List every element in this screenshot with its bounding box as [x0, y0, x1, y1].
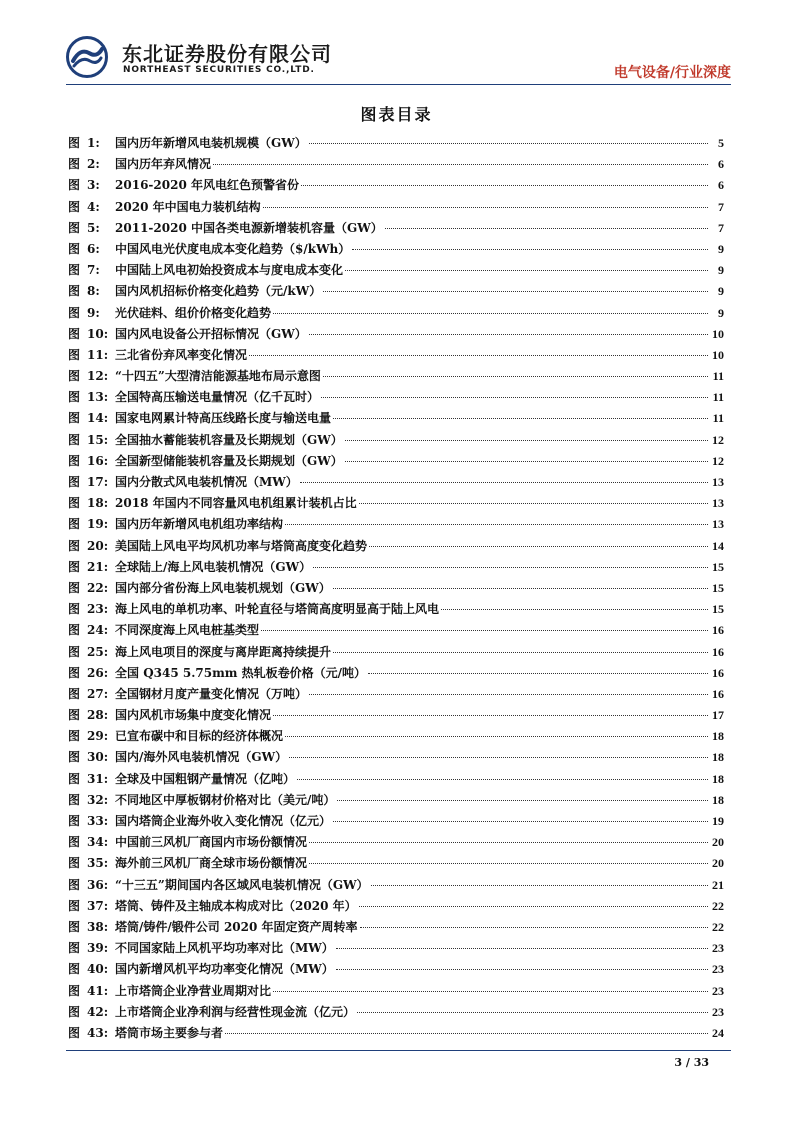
figure-page-number: 13	[712, 475, 724, 489]
figure-page-number: 10	[712, 326, 724, 341]
figure-number: 16:	[87, 453, 109, 468]
figure-title: 2020 年中国电力装机结构	[115, 199, 261, 214]
figure-number: 30:	[87, 750, 109, 765]
figure-page-number: 18	[712, 729, 724, 744]
dot-leader	[385, 228, 708, 229]
figure-label: 图	[68, 856, 81, 871]
figure-page-number: 9	[718, 263, 724, 278]
figure-label: 图	[68, 919, 81, 934]
figure-label: 图	[68, 284, 81, 299]
dot-leader	[336, 969, 708, 970]
figure-number: 5:	[87, 220, 100, 235]
figure-label: 图	[68, 835, 81, 850]
figure-number: 23:	[87, 602, 109, 617]
figure-page-number: 6	[718, 178, 724, 193]
figure-label: 图	[68, 453, 81, 468]
figure-label: 图	[68, 475, 81, 489]
dot-leader	[333, 418, 708, 419]
figure-page-number: 10	[712, 347, 724, 362]
figure-number: 31:	[87, 771, 109, 786]
figure-label: 图	[68, 559, 81, 574]
figure-label: 图	[68, 241, 81, 256]
figure-label: 图	[68, 686, 81, 701]
company-name-en: NORTHEAST SECURITIES CO.,LTD.	[123, 65, 315, 75]
figure-label: 图	[68, 432, 81, 447]
figure-label: 图	[68, 538, 81, 553]
figure-title: 不同地区中厚板钢材价格对比（美元/吨）	[115, 792, 336, 807]
figure-page-number: 16	[712, 665, 724, 680]
figure-title: 上市塔筒企业净利润与经营性现金流（亿元）	[115, 1004, 356, 1019]
figure-label: 图	[68, 898, 81, 913]
figure-title: 全国钢材月度产量变化情况（万吨）	[115, 686, 308, 701]
figure-label: 图	[68, 369, 81, 384]
dot-leader	[301, 185, 708, 186]
figure-label: 图	[68, 347, 81, 362]
figure-number: 42:	[87, 1004, 109, 1019]
figure-number: 26:	[87, 665, 109, 680]
figure-toc-list	[68, 134, 724, 1045]
figure-page-number: 17	[712, 708, 724, 723]
figure-page-number: 12	[712, 453, 724, 468]
toc-entry[interactable]	[68, 897, 724, 918]
dot-leader	[371, 885, 708, 886]
figure-title: 海外前三风机厂商全球市场份额情况	[115, 856, 308, 871]
toc-entry[interactable]	[68, 960, 724, 981]
dot-leader	[273, 991, 708, 992]
toc-entry[interactable]	[68, 854, 724, 875]
dot-leader	[357, 1012, 708, 1013]
figure-title: 国内历年新增风电装机规模（GW）	[115, 136, 307, 150]
figure-title: 国内分散式风电装机情况（MW）	[115, 475, 298, 489]
toc-entry[interactable]	[68, 939, 724, 960]
figure-title: “十三五”期间国内各区域风电装机情况（GW）	[115, 877, 369, 892]
dot-leader	[273, 313, 708, 314]
figure-page-number: 16	[712, 644, 724, 659]
figure-label: 图	[68, 962, 81, 977]
figure-page-number: 22	[712, 898, 724, 913]
figure-page-number: 19	[712, 814, 724, 828]
toc-entry[interactable]	[68, 515, 724, 536]
figure-number: 18:	[87, 496, 109, 511]
dot-leader	[285, 736, 708, 737]
figure-number: 33:	[87, 814, 109, 828]
figure-page-number: 20	[712, 835, 724, 850]
toc-entry[interactable]	[68, 558, 724, 579]
figure-number: 17:	[87, 475, 109, 489]
toc-entry[interactable]	[68, 494, 724, 515]
figure-page-number: 23	[712, 983, 724, 998]
dot-leader	[352, 249, 708, 250]
figure-title: 上市塔筒企业净营业周期对比	[115, 983, 272, 998]
toc-entry[interactable]	[68, 727, 724, 748]
dot-leader	[300, 482, 708, 483]
figure-number: 14:	[87, 411, 109, 426]
toc-entry[interactable]	[68, 621, 724, 642]
figure-page-number: 9	[718, 305, 724, 320]
figure-label: 图	[68, 1004, 81, 1019]
figure-label: 图	[68, 326, 81, 341]
dot-leader	[323, 376, 708, 377]
toc-entry[interactable]	[68, 748, 724, 769]
toc-entry[interactable]	[68, 155, 724, 176]
figure-label: 图	[68, 729, 81, 744]
dot-leader	[285, 524, 708, 525]
figure-title: 国内/海外风电装机情况（GW）	[115, 750, 288, 765]
figure-number: 12:	[87, 369, 109, 384]
dot-leader	[441, 609, 708, 610]
figure-title: 美国陆上风电平均风机功率与塔筒高度变化趋势	[115, 538, 368, 553]
figure-page-number: 15	[712, 580, 724, 595]
figure-number: 4:	[87, 199, 100, 214]
dot-leader	[273, 715, 708, 716]
dot-leader	[345, 270, 708, 271]
figure-page-number: 18	[712, 792, 724, 807]
dot-leader	[313, 567, 708, 568]
figure-title: 三北省份弃风率变化情况	[115, 347, 248, 362]
figure-number: 32:	[87, 792, 109, 807]
toc-entry[interactable]	[68, 219, 724, 240]
dot-leader	[309, 334, 708, 335]
figure-label: 图	[68, 178, 81, 193]
toc-entry[interactable]	[68, 685, 724, 706]
figure-label: 图	[68, 263, 81, 278]
figure-title: 光伏硅料、组价价格变化趋势	[115, 305, 272, 320]
dot-leader	[368, 673, 708, 674]
figure-label: 图	[68, 411, 81, 426]
figure-title: 全国抽水蓄能装机容量及长期规划（GW）	[115, 432, 343, 447]
figure-title: 全球陆上/海上风电装机情况（GW）	[115, 559, 312, 574]
dot-leader	[337, 800, 708, 801]
header-divider	[66, 84, 731, 85]
figure-page-number: 15	[712, 602, 724, 617]
dot-leader	[213, 164, 708, 165]
toc-entry[interactable]	[68, 367, 724, 388]
figure-number: 6:	[87, 241, 100, 256]
figure-number: 9:	[87, 305, 100, 320]
figure-label: 图	[68, 983, 81, 998]
figure-title: 塔筒、铸件及主轴成本构成对比（2020 年）	[115, 898, 357, 913]
company-name-cn: 东北证券股份有限公司	[122, 42, 332, 66]
figure-page-number: 16	[712, 623, 724, 638]
figure-page-number: 13	[712, 517, 724, 532]
figure-title: 海上风电项目的深度与离岸距离持续提升	[115, 644, 332, 659]
figure-label: 图	[68, 708, 81, 723]
toc-entry[interactable]	[68, 706, 724, 727]
figure-number: 1:	[87, 136, 100, 150]
figure-page-number: 18	[712, 771, 724, 786]
dot-leader	[359, 906, 708, 907]
dot-leader	[333, 588, 708, 589]
dot-leader	[225, 1033, 708, 1034]
figure-title: 2016-2020 年风电红色预警省份	[115, 178, 299, 193]
dot-leader	[289, 757, 708, 758]
figure-number: 36:	[87, 877, 109, 892]
northeast-securities-logo-icon	[66, 36, 108, 78]
figure-page-number: 12	[712, 432, 724, 447]
dot-leader	[249, 355, 708, 356]
figure-page-number: 7	[718, 199, 724, 214]
figure-title: 全国 Q345 5.75mm 热轧板卷价格（元/吨）	[115, 665, 367, 680]
dot-leader	[297, 779, 708, 780]
toc-entry[interactable]	[68, 537, 724, 558]
figure-title: 塔筒市场主要参与者	[115, 1025, 224, 1040]
dot-leader	[309, 694, 708, 695]
figure-number: 28:	[87, 708, 109, 723]
dot-leader	[336, 948, 708, 949]
figure-label: 图	[68, 517, 81, 532]
dot-leader	[263, 207, 708, 208]
dot-leader	[309, 143, 708, 144]
figure-label: 图	[68, 665, 81, 680]
figure-page-number: 21	[712, 877, 724, 892]
figure-number: 43:	[87, 1025, 109, 1040]
figure-label: 图	[68, 644, 81, 659]
figure-number: 13:	[87, 390, 109, 405]
figure-number: 19:	[87, 517, 109, 532]
figure-page-number: 24	[712, 1025, 724, 1040]
dot-leader	[333, 821, 708, 822]
figure-page-number: 16	[712, 686, 724, 701]
figure-number: 8:	[87, 284, 100, 299]
figure-page-number: 14	[712, 538, 724, 553]
figure-label: 图	[68, 877, 81, 892]
figure-page-number: 9	[718, 241, 724, 256]
figure-label: 图	[68, 496, 81, 511]
figure-title: 塔筒/铸件/锻件公司 2020 年固定资产周转率	[115, 919, 358, 934]
figure-number: 25:	[87, 644, 109, 659]
figure-page-number: 11	[712, 411, 724, 426]
dot-leader	[360, 927, 708, 928]
figure-title: 国内风电设备公开招标情况（GW）	[115, 326, 307, 341]
figure-title: 全国特高压输送电量情况（亿千瓦时）	[115, 390, 320, 405]
figure-label: 图	[68, 941, 81, 956]
toc-entry[interactable]	[68, 346, 724, 367]
toc-entry[interactable]	[68, 452, 724, 473]
figure-label: 图	[68, 1025, 81, 1040]
figure-page-number: 23	[712, 962, 724, 977]
toc-entry[interactable]	[68, 600, 724, 621]
figure-title: 国内部分省份海上风电装机规划（GW）	[115, 580, 331, 595]
figure-number: 11:	[87, 347, 109, 362]
figure-number: 29:	[87, 729, 109, 744]
toc-entry[interactable]	[68, 304, 724, 325]
figure-title: 2011-2020 中国各类电源新增装机容量（GW）	[115, 220, 383, 235]
toc-entry[interactable]	[68, 1003, 724, 1024]
toc-entry[interactable]	[68, 1024, 724, 1045]
dot-leader	[345, 440, 708, 441]
figure-title: 不同国家陆上风机平均功率对比（MW）	[115, 941, 334, 956]
toc-entry[interactable]	[68, 982, 724, 1003]
dot-leader	[369, 546, 708, 547]
figure-title: 国内历年新增风电机组功率结构	[115, 517, 284, 532]
dot-leader	[261, 630, 708, 631]
figure-number: 7:	[87, 263, 100, 278]
toc-entry[interactable]	[68, 918, 724, 939]
figure-title: 全球及中国粗钢产量情况（亿吨）	[115, 771, 296, 786]
figure-label: 图	[68, 305, 81, 320]
figure-title: 全国新型储能装机容量及长期规划（GW）	[115, 453, 343, 468]
figure-label: 图	[68, 792, 81, 807]
figure-page-number: 5	[718, 136, 724, 150]
dot-leader	[333, 652, 708, 653]
figure-number: 24:	[87, 623, 109, 638]
figure-title: 已宣布碳中和目标的经济体概况	[115, 729, 284, 744]
figure-page-number: 11	[712, 390, 724, 405]
figure-title: 国家电网累计特高压线路长度与输送电量	[115, 411, 332, 426]
page-title: 图表目录	[360, 105, 433, 124]
figure-page-number: 23	[712, 1004, 724, 1019]
page-header	[66, 28, 731, 82]
toc-entry[interactable]	[68, 176, 724, 197]
figure-label: 图	[68, 199, 81, 214]
figure-title: 国内风机市场集中度变化情况	[115, 708, 272, 723]
figure-title: 国内历年弃风情况	[115, 157, 212, 172]
figure-number: 2:	[87, 157, 100, 172]
figure-number: 27:	[87, 686, 109, 701]
figure-page-number: 13	[712, 496, 724, 511]
dot-leader	[321, 397, 708, 398]
dot-leader	[359, 503, 708, 504]
figure-label: 图	[68, 602, 81, 617]
figure-title: 海上风电的单机功率、叶轮直径与塔筒高度明显高于陆上风电	[115, 602, 440, 617]
toc-entry[interactable]	[68, 325, 724, 346]
toc-entry[interactable]	[68, 198, 724, 219]
figure-number: 15:	[87, 432, 109, 447]
dot-leader	[345, 461, 708, 462]
figure-number: 20:	[87, 538, 109, 553]
figure-title: “十四五”大型清洁能源基地布局示意图	[115, 369, 321, 384]
figure-page-number: 6	[718, 157, 724, 172]
figure-title: 中国陆上风电初始投资成本与度电成本变化	[115, 263, 344, 278]
toc-entry[interactable]	[68, 812, 724, 833]
figure-number: 3:	[87, 178, 100, 193]
figure-number: 37:	[87, 898, 109, 913]
dot-leader	[309, 863, 708, 864]
figure-title: 国内风机招标价格变化趋势（元/kW）	[115, 284, 322, 299]
figure-title: 国内塔筒企业海外收入变化情况（亿元）	[115, 814, 332, 828]
figure-label: 图	[68, 136, 81, 150]
toc-entry[interactable]	[68, 876, 724, 897]
figure-label: 图	[68, 771, 81, 786]
figure-page-number: 22	[712, 919, 724, 934]
figure-number: 10:	[87, 326, 109, 341]
toc-entry[interactable]	[68, 282, 724, 303]
figure-title: 中国风电光伏度电成本变化趋势（$/kWh）	[115, 241, 351, 256]
figure-title: 国内新增风机平均功率变化情况（MW）	[115, 962, 334, 977]
figure-page-number: 20	[712, 856, 724, 871]
figure-title: 不同深度海上风电桩基类型	[115, 623, 260, 638]
figure-number: 41:	[87, 983, 109, 998]
figure-label: 图	[68, 580, 81, 595]
toc-entry[interactable]	[68, 134, 724, 155]
figure-number: 40:	[87, 962, 109, 977]
toc-entry[interactable]	[68, 791, 724, 812]
figure-number: 38:	[87, 919, 109, 934]
toc-entry[interactable]	[68, 664, 724, 685]
toc-entry[interactable]	[68, 240, 724, 261]
figure-number: 21:	[87, 559, 109, 574]
figure-label: 图	[68, 220, 81, 235]
figure-page-number: 18	[712, 750, 724, 765]
toc-entry[interactable]	[68, 770, 724, 791]
figure-number: 39:	[87, 941, 109, 956]
figure-number: 34:	[87, 835, 109, 850]
figure-page-number: 9	[718, 284, 724, 299]
figure-label: 图	[68, 157, 81, 172]
toc-entry[interactable]	[68, 261, 724, 282]
figure-number: 35:	[87, 856, 109, 871]
toc-entry[interactable]	[68, 579, 724, 600]
toc-entry[interactable]	[68, 388, 724, 409]
figure-page-number: 11	[712, 369, 724, 384]
toc-entry[interactable]	[68, 409, 724, 430]
figure-page-number: 15	[712, 559, 724, 574]
figure-title: 中国前三风机厂商国内市场份额情况	[115, 835, 308, 850]
figure-page-number: 7	[718, 220, 724, 235]
report-category-tag: 电气设备/行业深度	[613, 65, 731, 81]
toc-entry[interactable]	[68, 473, 724, 494]
dot-leader	[309, 842, 708, 843]
figure-label: 图	[68, 390, 81, 405]
figure-page-number: 23	[712, 941, 724, 956]
footer-divider	[66, 1050, 731, 1051]
figure-label: 图	[68, 814, 81, 828]
dot-leader	[323, 291, 708, 292]
figure-number: 22:	[87, 580, 109, 595]
figure-label: 图	[68, 750, 81, 765]
toc-entry[interactable]	[68, 833, 724, 854]
page-number: 3 / 33	[674, 1056, 709, 1069]
toc-entry[interactable]	[68, 431, 724, 452]
figure-title: 2018 年国内不同容量风电机组累计装机占比	[115, 496, 357, 511]
toc-entry[interactable]	[68, 643, 724, 664]
figure-label: 图	[68, 623, 81, 638]
